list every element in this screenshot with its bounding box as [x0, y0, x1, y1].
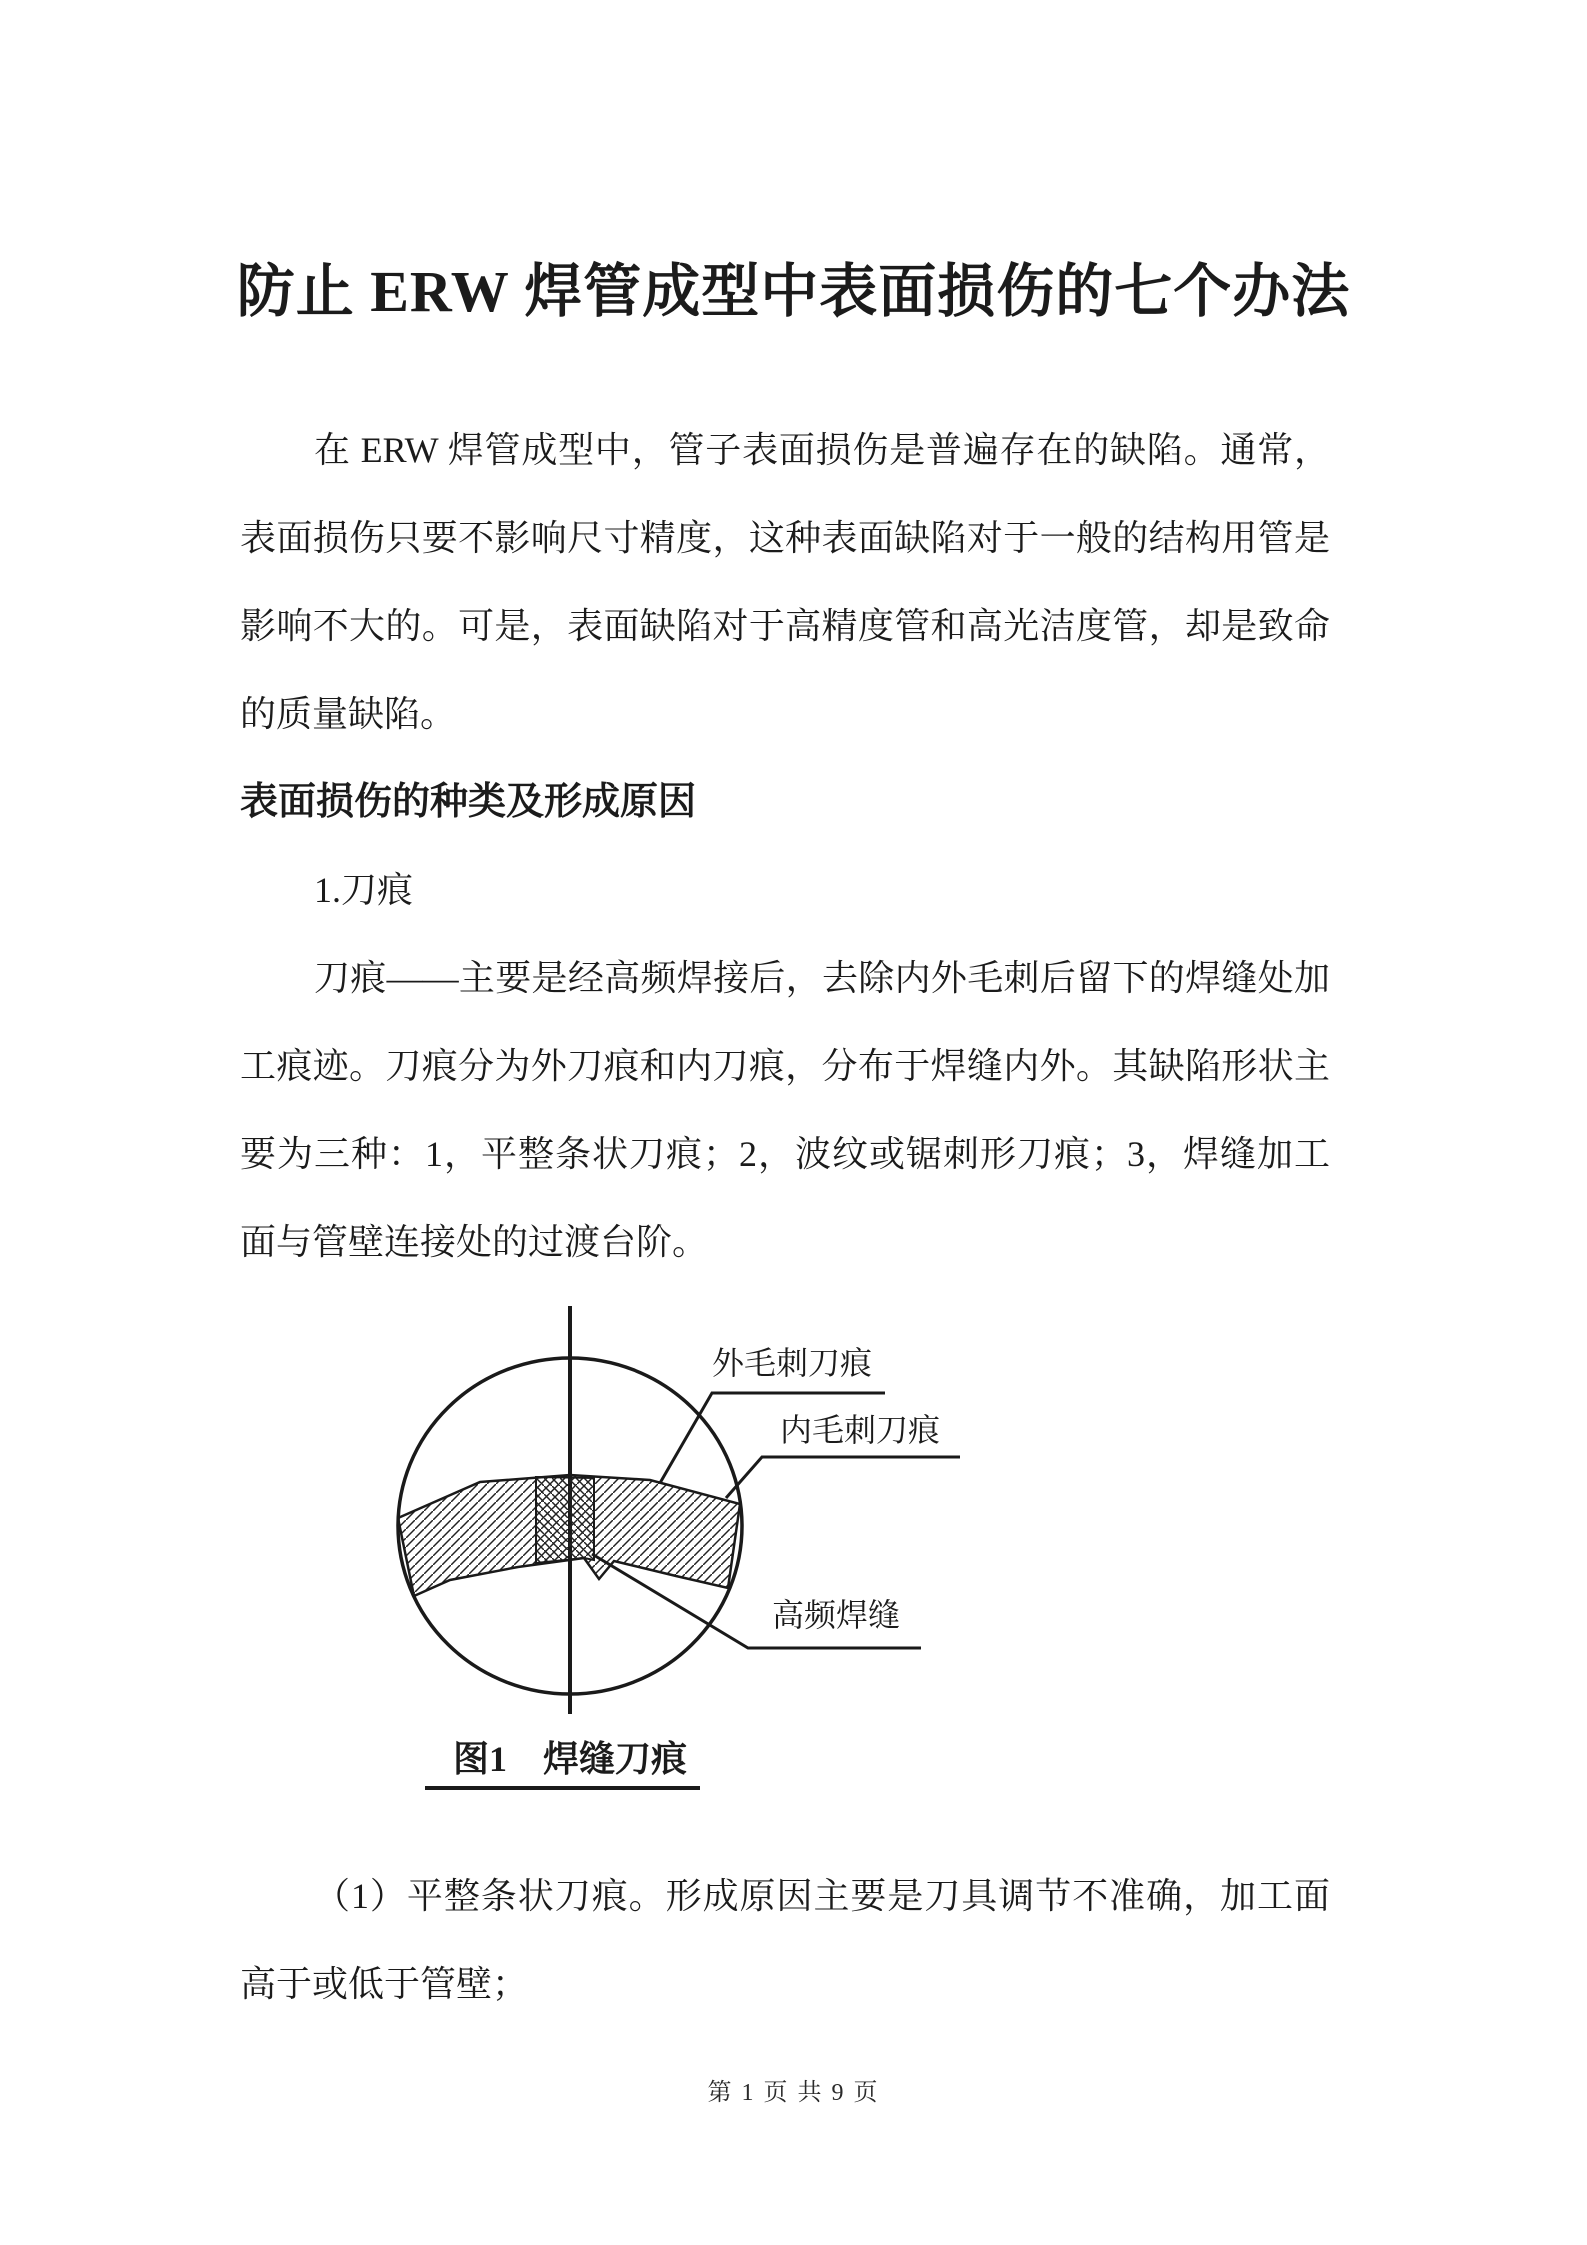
figure-label-outer-burr: 外毛刺刀痕 — [712, 1345, 873, 1381]
figure-label-inner-burr: 内毛刺刀痕 — [780, 1412, 941, 1448]
section-heading: 表面损伤的种类及形成原因 — [240, 781, 697, 823]
body-line: 刀痕——主要是经高频焊接后，去除内外毛刺后留下的焊缝处加 — [314, 958, 1330, 998]
body-line: 要为三种：1，平整条状刀痕；2，波纹或锯刺形刀痕；3，焊缝加工 — [240, 1134, 1330, 1174]
body-text-block-upper — [240, 406, 1330, 1286]
weld-seam-block — [536, 1477, 594, 1563]
body-line: 工痕迹。刀痕分为外刀痕和内刀痕，分布于焊缝内外。其缺陷形状主 — [240, 1046, 1330, 1086]
body-text-block-lower — [240, 1852, 1330, 2028]
body-line: （1）平整条状刀痕。形成原因主要是刀具调节不准确，加工面 — [314, 1876, 1330, 1916]
figure-caption: 图1 焊缝刀痕 — [452, 1739, 688, 1779]
document-title: 防止 ERW 焊管成型中表面损伤的七个办法 — [236, 259, 1351, 324]
body-line: 在 ERW 焊管成型中，管子表面损伤是普遍存在的缺陷。通常， — [314, 430, 1330, 470]
figure-weld-knife-mark — [280, 1286, 1000, 1796]
body-line: 影响不大的。可是，表面缺陷对于高精度管和高光洁度管，却是致命 — [240, 606, 1330, 646]
body-line: 的质量缺陷。 — [240, 694, 457, 734]
body-line: 面与管壁连接处的过渡台阶。 — [240, 1222, 709, 1262]
leader-line-inner-burr — [726, 1457, 960, 1498]
figure-label-hf-weld: 高频焊缝 — [772, 1597, 901, 1633]
body-line: 表面损伤只要不影响尺寸精度，这种表面缺陷对于一般的结构用管是 — [240, 518, 1330, 558]
body-line: 高于或低于管壁； — [240, 1964, 529, 2004]
page-footer: 第 1 页 共 9 页 — [707, 2080, 880, 2106]
figure-diagram — [280, 1286, 1000, 1796]
body-line: 1.刀痕 — [314, 870, 414, 910]
